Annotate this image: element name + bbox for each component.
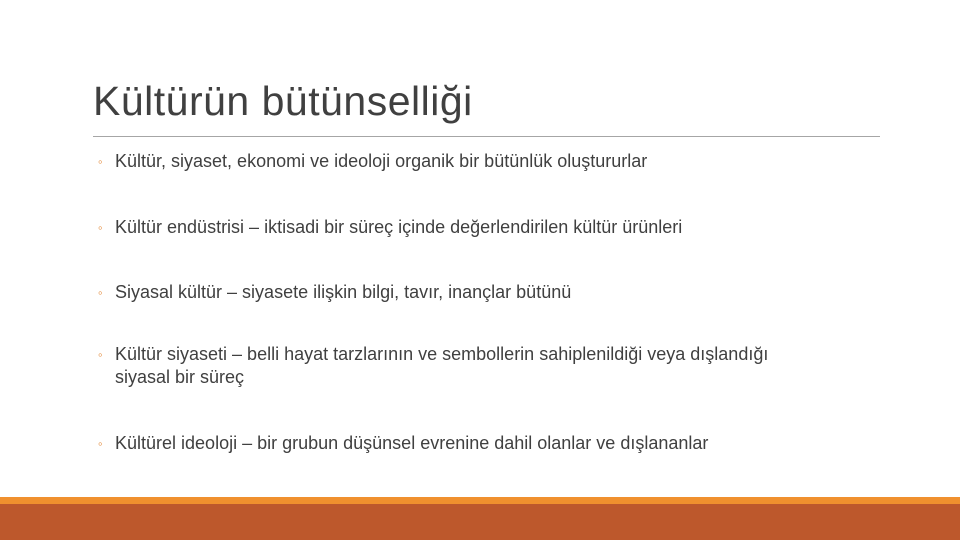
bullet-marker-icon: ◦ xyxy=(98,220,103,235)
bullet-text: Kültürel ideoloji – bir grubun düşünsel evrenine dahil olanlar ve dışlananlar xyxy=(115,433,709,453)
bullet-marker-icon: ◦ xyxy=(98,436,103,451)
bullet-item xyxy=(98,150,858,173)
bullet-marker-icon: ◦ xyxy=(98,154,103,169)
bullet-marker-icon: ◦ xyxy=(98,285,103,300)
footer-band xyxy=(0,504,960,540)
footer-accent-stripe xyxy=(0,497,960,504)
bullet-text: Siyasal kültür – siyasete ilişkin bilgi, tavır, inançlar bütünü xyxy=(115,282,572,302)
bullet-item xyxy=(98,343,826,389)
bullet-item xyxy=(98,281,858,304)
bullet-text: Kültür endüstrisi – iktisadi bir süreç içinde değerlendirilen kültür ürünleri xyxy=(115,217,683,237)
title-divider xyxy=(93,136,880,137)
bullet-item xyxy=(98,432,858,455)
bullet-item xyxy=(98,216,858,239)
bullet-text: Kültür siyaseti – belli hayat tarzlarının ve sembollerin sahiplenildiği veya dışlandığı siyasal bir süreç xyxy=(115,344,769,387)
slide-title: Kültürün bütünselliği xyxy=(93,78,473,124)
bullet-text: Kültür, siyaset, ekonomi ve ideoloji organik bir bütünlük oluştururlar xyxy=(115,151,648,171)
bullet-marker-icon: ◦ xyxy=(98,347,103,362)
